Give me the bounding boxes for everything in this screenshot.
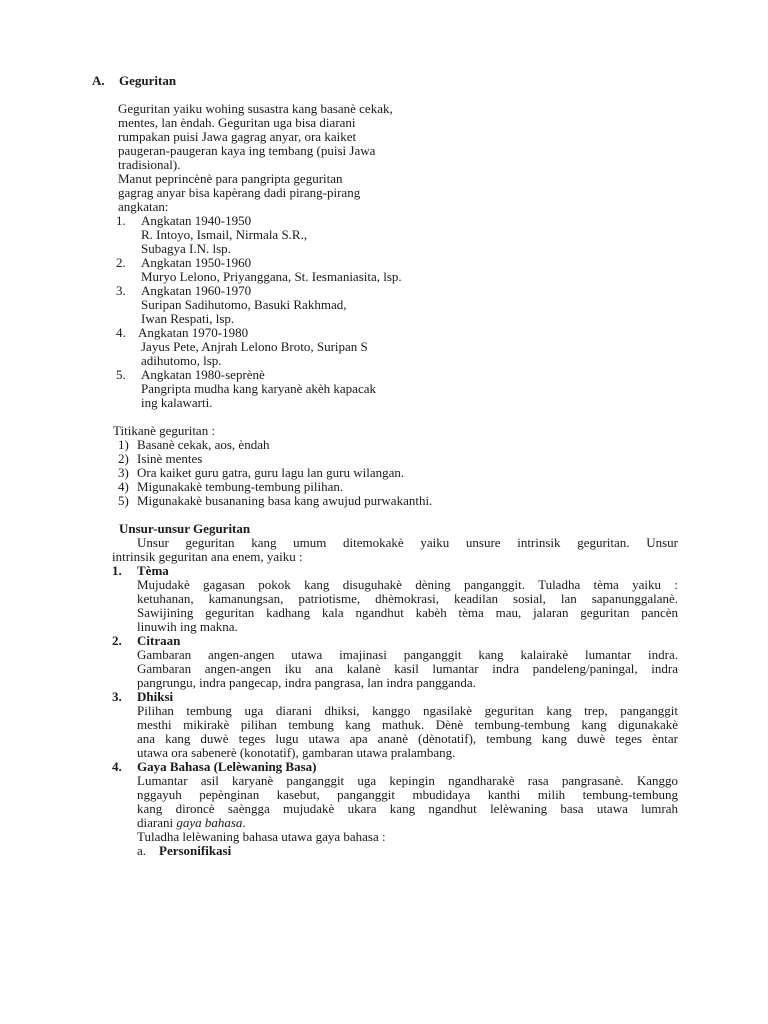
angkatan-line: Suripan Sadihutomo, Basuki Rakhmad,	[141, 297, 347, 312]
angkatan-number: 2.	[116, 255, 126, 270]
angkatan-line: adihutomo, lsp.	[141, 353, 222, 368]
angkatan-line: Jayus Pete, Anjrah Lelono Broto, Suripan S	[141, 339, 368, 354]
titikane-number: 4)	[118, 479, 129, 494]
angkatan-line: Pangripta mudha kang karyanè akèh kapacak	[141, 381, 376, 396]
body-text: diarani	[137, 815, 177, 830]
titikane-item: Migunakakè busananing basa kang awujud purwakanthi.	[137, 493, 433, 508]
unsur-body-line: mesthi mikirakè pilihan tembung kang mathuk. Dènè tembung-tembung kang digunakakè	[137, 717, 678, 732]
unsur-body-line	[137, 816, 246, 830]
intro-line: mentes, lan èndah. Geguritan uga bisa diarani	[118, 115, 356, 130]
unsur-title: Tèma	[137, 563, 169, 578]
titikane-number: 3)	[118, 465, 129, 480]
unsur-body-line: Pilihan tembung uga diarani dhiksi, kanggo ngasilakè geguritan kang trep, panganggit	[137, 703, 678, 718]
angkatan-line: Iwan Respati, lsp.	[141, 311, 235, 326]
intro-line: gagrag anyar bisa kapèrang dadi pirang-pirang	[118, 185, 361, 200]
section-marker: A.	[92, 73, 105, 88]
titikane-number: 2)	[118, 451, 129, 466]
titikane-item: Basanè cekak, aos, èndah	[137, 437, 270, 452]
angkatan-line: ing kalawarti.	[141, 395, 213, 410]
italic-term: gaya bahasa	[176, 815, 243, 830]
unsur-number: 4.	[112, 759, 122, 774]
unsur-intro-line: intrinsik geguritan ana enem, yaiku :	[112, 549, 303, 564]
sub-title: Personifikasi	[159, 843, 232, 858]
titikane-number: 5)	[118, 493, 129, 508]
angkatan-title: Angkatan 1950-1960	[141, 255, 252, 270]
unsur-body-line: Mujudakè gagasan pokok kang disuguhakè dèning panganggit. Tuladha tèma yaiku :	[137, 577, 678, 592]
unsur-intro-line: Unsur geguritan kang umum ditemokakè yaiku unsure intrinsik geguritan. Unsur	[137, 535, 678, 550]
sub-marker: a.	[137, 843, 147, 858]
angkatan-title: Angkatan 1980-seprènè	[141, 367, 265, 382]
tuladha-line: Tuladha lelèwaning bahasa utawa gaya bahasa :	[137, 829, 386, 844]
unsur-body-line: Gambaran angen-angen utawa imajinasi panganggit kang kalairakè lumantar indra.	[137, 647, 678, 662]
unsur-body-line: linuwih ing makna.	[137, 619, 238, 634]
unsur-body-line: Lumantar asil karyanè panganggit uga kepingin ngandharakè rasa pangrasanè. Kanggo	[137, 773, 678, 788]
angkatan-number: 4.	[116, 325, 126, 340]
titikane-item: Migunakakè tembung-tembung pilihan.	[137, 479, 344, 494]
angkatan-number: 1.	[116, 213, 126, 228]
unsur-title: Gaya Bahasa (Lelèwaning Basa)	[137, 759, 317, 774]
unsur-body-line: utawa ora sabenerè (konotatif), gambaran utawa pralambang.	[137, 745, 456, 760]
angkatan-title: Angkatan 1970-1980	[138, 325, 249, 340]
angkatan-title: Angkatan 1940-1950	[141, 213, 252, 228]
unsur-body-line: ketuhanan, kamanungsan, patriotisme, dhèmokrasi, keadilan sosial, lan sapanunggalanè.	[137, 591, 678, 606]
intro-line: rumpakan puisi Jawa gagrag anyar, ora kaiket	[118, 129, 357, 144]
body-text: .	[242, 815, 246, 830]
unsur-body-line: Gambaran angen-angen iku ana kalanè kasil lumantar indra pandeleng/paningal, indra	[137, 661, 678, 676]
angkatan-title: Angkatan 1960-1970	[141, 283, 252, 298]
unsur-body-line: nggayuh pepènginan kasebut, panganggit mbudidaya kanthi milih tembung-tembung	[137, 787, 678, 802]
titikane-number: 1)	[118, 437, 129, 452]
unsur-number: 1.	[112, 563, 122, 578]
unsur-body-line: pangrungu, indra pangecap, indra pangrasa, lan indra pangganda.	[137, 675, 476, 690]
unsur-number: 2.	[112, 633, 122, 648]
angkatan-line: Muryo Lelono, Priyanggana, St. Iesmaniasita, lsp.	[141, 269, 402, 284]
unsur-body-line: kang dironcè saèngga mujudakè ukara kang ngandhut lelèwaning basa utawa lumrah	[137, 801, 678, 816]
angkatan-number: 3.	[116, 283, 126, 298]
unsur-body-line: Sawijining geguritan kadhang kala ngandhut kabèh tèma mau, jalaran geguritan pancèn	[137, 605, 678, 620]
angkatan-line: Subagya I.N. lsp.	[141, 241, 231, 256]
titikane-heading: Titikanè geguritan :	[113, 423, 216, 438]
unsur-title: Citraan	[137, 633, 181, 648]
titikane-item: Isinè mentes	[137, 451, 203, 466]
unsur-number: 3.	[112, 689, 122, 704]
intro-line: paugeran-paugeran kaya ing tembang (puisi Jawa	[118, 143, 376, 158]
intro-line: angkatan:	[118, 199, 169, 214]
section-title: Geguritan	[119, 73, 177, 88]
unsur-title: Dhiksi	[137, 689, 174, 704]
unsur-heading: Unsur-unsur Geguritan	[119, 521, 251, 536]
intro-line: Geguritan yaiku wohing susastra kang basanè cekak,	[118, 101, 393, 116]
angkatan-line: R. Intoyo, Ismail, Nirmala S.R.,	[141, 227, 308, 242]
intro-line: tradisional).	[118, 157, 181, 172]
angkatan-number: 5.	[116, 367, 126, 382]
intro-line: Manut peprincènè para pangripta geguritan	[118, 171, 343, 186]
unsur-body-line: ana kang duwè teges lugu utawa apa ananè (dènotatif), tembung kang duwè teges èntar	[137, 731, 678, 746]
titikane-item: Ora kaiket guru gatra, guru lagu lan guru wilangan.	[137, 465, 405, 480]
